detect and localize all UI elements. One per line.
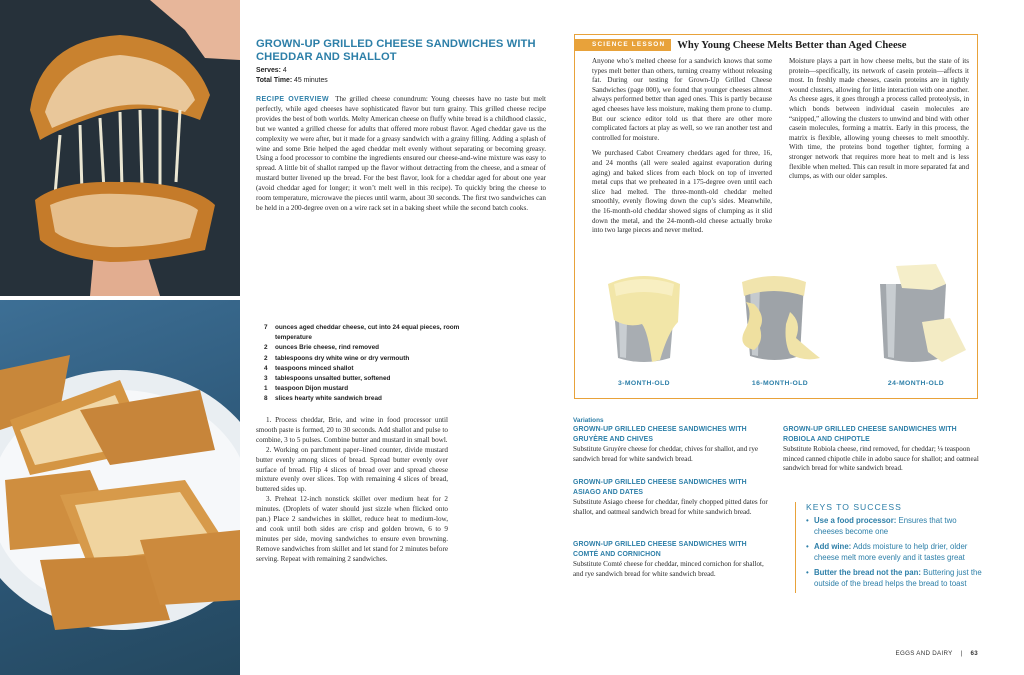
- page-number: 63: [970, 650, 978, 657]
- cheese-3-month-photo: [598, 262, 690, 370]
- ingredient-item: [264, 374, 494, 384]
- keys-title: KEYS TO SUCCESS: [806, 502, 902, 512]
- science-paragraph: Anyone who’s melted cheese for a sandwich knows that some types melt better than others, turning creamy without releasing fat. During our testing for Grown-Up Grilled Cheese Sandwiches (page 000), we found that younger cheeses almost always performed better than aged ones. This is partly because aged cheeses have less moisture, making them prone to clump. But our science editor told us that there are other more complicated factors at play as well, so we ran another test and controlled for moisture.: [592, 57, 772, 142]
- recipe-steps: [256, 416, 448, 565]
- grilled-cheese-cheese-pull-photo: [0, 0, 240, 296]
- key-item: [806, 515, 985, 537]
- ingredient-qty: 2: [264, 354, 268, 362]
- science-lesson-title: Why Young Cheese Melts Better than Aged Cheese: [677, 39, 907, 51]
- variations-label: Variations: [573, 417, 604, 424]
- ingredient-text: teaspoons minced shallot: [275, 364, 354, 372]
- ingredient-text: tablespoons dry white wine or dry vermouth: [275, 354, 410, 362]
- science-paragraph: We purchased Cabot Creamery cheddars aged for three, 16, and 24 months (all were sealed against evaporation during aging) and baked slices from each block on top of inverted metal cups that we preheated in a 175-degree oven until each slice had melted. The three-month-old cheddar melted smoothly, evenly flowing down the cup’s sides. Meanwhile, the 16-month-old cheddar showed signs of clumping as it slid down the metal, and the 24-month-old cheese actually broke into two large pieces and never melted.: [592, 149, 772, 235]
- variation-gruyere: [573, 425, 773, 464]
- page-footer: [896, 650, 978, 657]
- footer-section: EGGS AND DAIRY: [895, 650, 953, 657]
- cheese-label-16-month: 16-MONTH-OLD: [751, 380, 809, 387]
- variation-text: Substitute Gruyère cheese for cheddar, chives for shallot, and rye sandwich bread for white sandwich bread.: [573, 445, 759, 463]
- ingredient-qty: 4: [264, 364, 268, 372]
- variation-asiago: [573, 478, 773, 517]
- ingredient-text: ounces Brie cheese, rind removed: [275, 344, 380, 352]
- time-label: Total Time:: [256, 76, 293, 84]
- recipe-step: 1. Process cheddar, Brie, and wine in food processor until smooth paste is formed, 20 to 30 seconds. Add shallot and pulse to combine, 3 to 5 pulses. Combine butter and mustard in small bowl.: [256, 416, 448, 444]
- recipe-overview-label: RECIPE OVERVIEW: [256, 96, 330, 103]
- variation-title: GROWN-UP GRILLED CHEESE SANDWICHES WITH COMTÉ AND CORNICHON: [573, 541, 747, 558]
- ingredient-text: ounces aged cheddar cheese, cut into 24 equal pieces, room temperature: [275, 324, 460, 342]
- ingredients-list: [264, 323, 494, 405]
- variation-title: GROWN-UP GRILLED CHEESE SANDWICHES WITH GRUYÈRE AND CHIVES: [573, 426, 747, 443]
- ingredient-item: [264, 384, 494, 394]
- cheese-label-24-month: 24-MONTH-OLD: [887, 380, 945, 387]
- science-left-column: [592, 57, 772, 236]
- ingredient-text: teaspoon Dijon mustard: [275, 385, 349, 393]
- recipe-overview-text: The grilled cheese conundrum: Young cheeses have no taste but melt perfectly, while aged cheeses have sophisticated flavor but turn grainy. This grilled cheese recipe provides the best of both worlds. Melty American cheese on fluffy white bread is a childhood classic, but we wanted a grilled cheese for adults that offered more robust flavor. Aged cheddar gave us the complexity we were after, but it made for a greasy sandwich with a grainy filling. Adding a splash of wine and some Brie helped the aged cheddar melt evenly without separating or becoming greasy. Using a food processor to combine the ingredients ensured our cheese-and-wine mixture was easy to spread. A little bit of shallot ramped up the flavor without detracting from the cheese, and a smear of mustard butter livened up the bread. For the best flavor, look for a cheddar aged for about one year (avoid cheddar aged for longer; it won’t melt well in this recipe). To quickly bring the cheese to room temperature, microwave the pieces until warm, about 30 seconds. The first two sandwiches can be held in a 200-degree oven on a wire rack set in a baking sheet while the second batch cooks.: [256, 95, 546, 212]
- footer-separator: |: [960, 650, 963, 657]
- key-item-text: Buttering just the outside of the bread helps the bread to toast: [814, 568, 982, 588]
- ingredient-qty: 7: [264, 324, 268, 331]
- ingredient-item: [264, 394, 494, 404]
- recipe-total-time: [256, 76, 546, 86]
- key-item-bold: Add wine:: [814, 542, 852, 551]
- variation-text: Substitute Comté cheese for cheddar, minced cornichon for shallot, and rye sandwich bread for white sandwich bread.: [573, 560, 764, 578]
- key-item-bold: Use a food processor:: [814, 516, 897, 525]
- key-item-text: Adds moisture to help drier, older cheese melt more evenly and it tastes great: [814, 542, 968, 562]
- recipe-section: [256, 38, 546, 214]
- ingredient-qty: 8: [264, 395, 268, 403]
- cheese-label-3-month: 3-MONTH-OLD: [618, 380, 670, 387]
- variation-title: GROWN-UP GRILLED CHEESE SANDWICHES WITH ROBIOLA AND CHIPOTLE: [783, 426, 957, 443]
- ingredient-item: [264, 354, 494, 364]
- ingredient-qty: 1: [264, 385, 268, 393]
- ingredient-text: tablespoons unsalted butter, softened: [275, 375, 391, 383]
- science-paragraph: Moisture plays a part in how cheese melts, but the state of its protein—specifically, its network of casein protein—affects it most. In freshly made cheeses, casein proteins are in tightly wound clusters, allowing for little interaction with one another. As cheese ages, it goes through a process called proteolysis, in which bonds between individual casein molecules are “snipped,” allowing the clusters to unwind and bind with other casein molecules, forming a matrix. Early in this process, the matrix is flexible, allowing young cheeses to melt smoothly. With time, the proteins bond together tighter, forming a stronger network that requires more heat to melt and is less flexible when melted. This can result in more separated fat and clumps, as with our older samples.: [789, 57, 969, 181]
- science-right-column: [789, 57, 969, 182]
- grilled-cheese-platter-photo: [0, 300, 240, 675]
- key-item-bold: Butter the bread not the pan:: [814, 568, 921, 577]
- key-item: [806, 567, 985, 589]
- keys-to-success: [795, 502, 985, 593]
- recipe-overview: [256, 95, 546, 214]
- variation-text: Substitute Robiola cheese, rind removed, for cheddar; ⅛ teaspoon minced canned chipotle chile in adobo sauce for shallot; and oatmeal sandwich bread for white sandwich bread.: [783, 445, 979, 473]
- serves-label: Serves:: [256, 67, 281, 74]
- variation-comte: [573, 540, 773, 579]
- ingredient-qty: 2: [264, 344, 268, 352]
- key-item-text: Ensures that two cheeses become one: [814, 516, 957, 536]
- ingredient-item: [264, 323, 494, 343]
- ingredient-item: [264, 364, 494, 374]
- ingredient-item: [264, 343, 494, 353]
- keys-list: [806, 515, 985, 589]
- cheese-24-month-photo: [862, 262, 970, 370]
- science-lesson-tag: SCIENCE LESSON: [574, 39, 671, 51]
- recipe-step: 3. Preheat 12-inch nonstick skillet over medium heat for 2 minutes. (Droplets of water should just sizzle when flicked onto pan.) Place 2 sandwiches in skillet, reduce heat to medium-low, and cook until both sides are crisp and golden brown, 6 to 9 minutes per side, moving sandwiches to ensure even browning. Remove sandwiches from skillet and let stand for 2 minutes before serving. Repeat with remaining 2 sandwiches.: [256, 495, 448, 563]
- science-lesson-header: [574, 38, 906, 52]
- variation-text: Substitute Asiago cheese for cheddar, finely chopped pitted dates for shallot, and oatmeal sandwich bread for white sandwich bread.: [573, 498, 768, 516]
- recipe-serves: [256, 66, 546, 76]
- variation-robiola: [783, 425, 981, 474]
- key-item: [806, 541, 985, 563]
- ingredient-text: slices hearty white sandwich bread: [275, 395, 382, 403]
- cheese-16-month-photo: [724, 262, 824, 370]
- ingredient-qty: 3: [264, 375, 268, 383]
- recipe-title: GROWN-UP GRILLED CHEESE SANDWICHES WITH CHEDDAR AND SHALLOT: [256, 38, 536, 63]
- variation-title: GROWN-UP GRILLED CHEESE SANDWICHES WITH ASIAGO AND DATES: [573, 479, 747, 496]
- recipe-step: 2. Working on parchment paper–lined counter, divide mustard butter evenly among slices of bread. Spread butter evenly over surface of bread. Flip 4 slices of bread over and spread cheese mixture evenly over slices. Top with remaining 4 slices of bread, buttered sides up.: [256, 445, 448, 494]
- time-value: 45 minutes: [294, 76, 328, 84]
- serves-value: 4: [282, 67, 287, 74]
